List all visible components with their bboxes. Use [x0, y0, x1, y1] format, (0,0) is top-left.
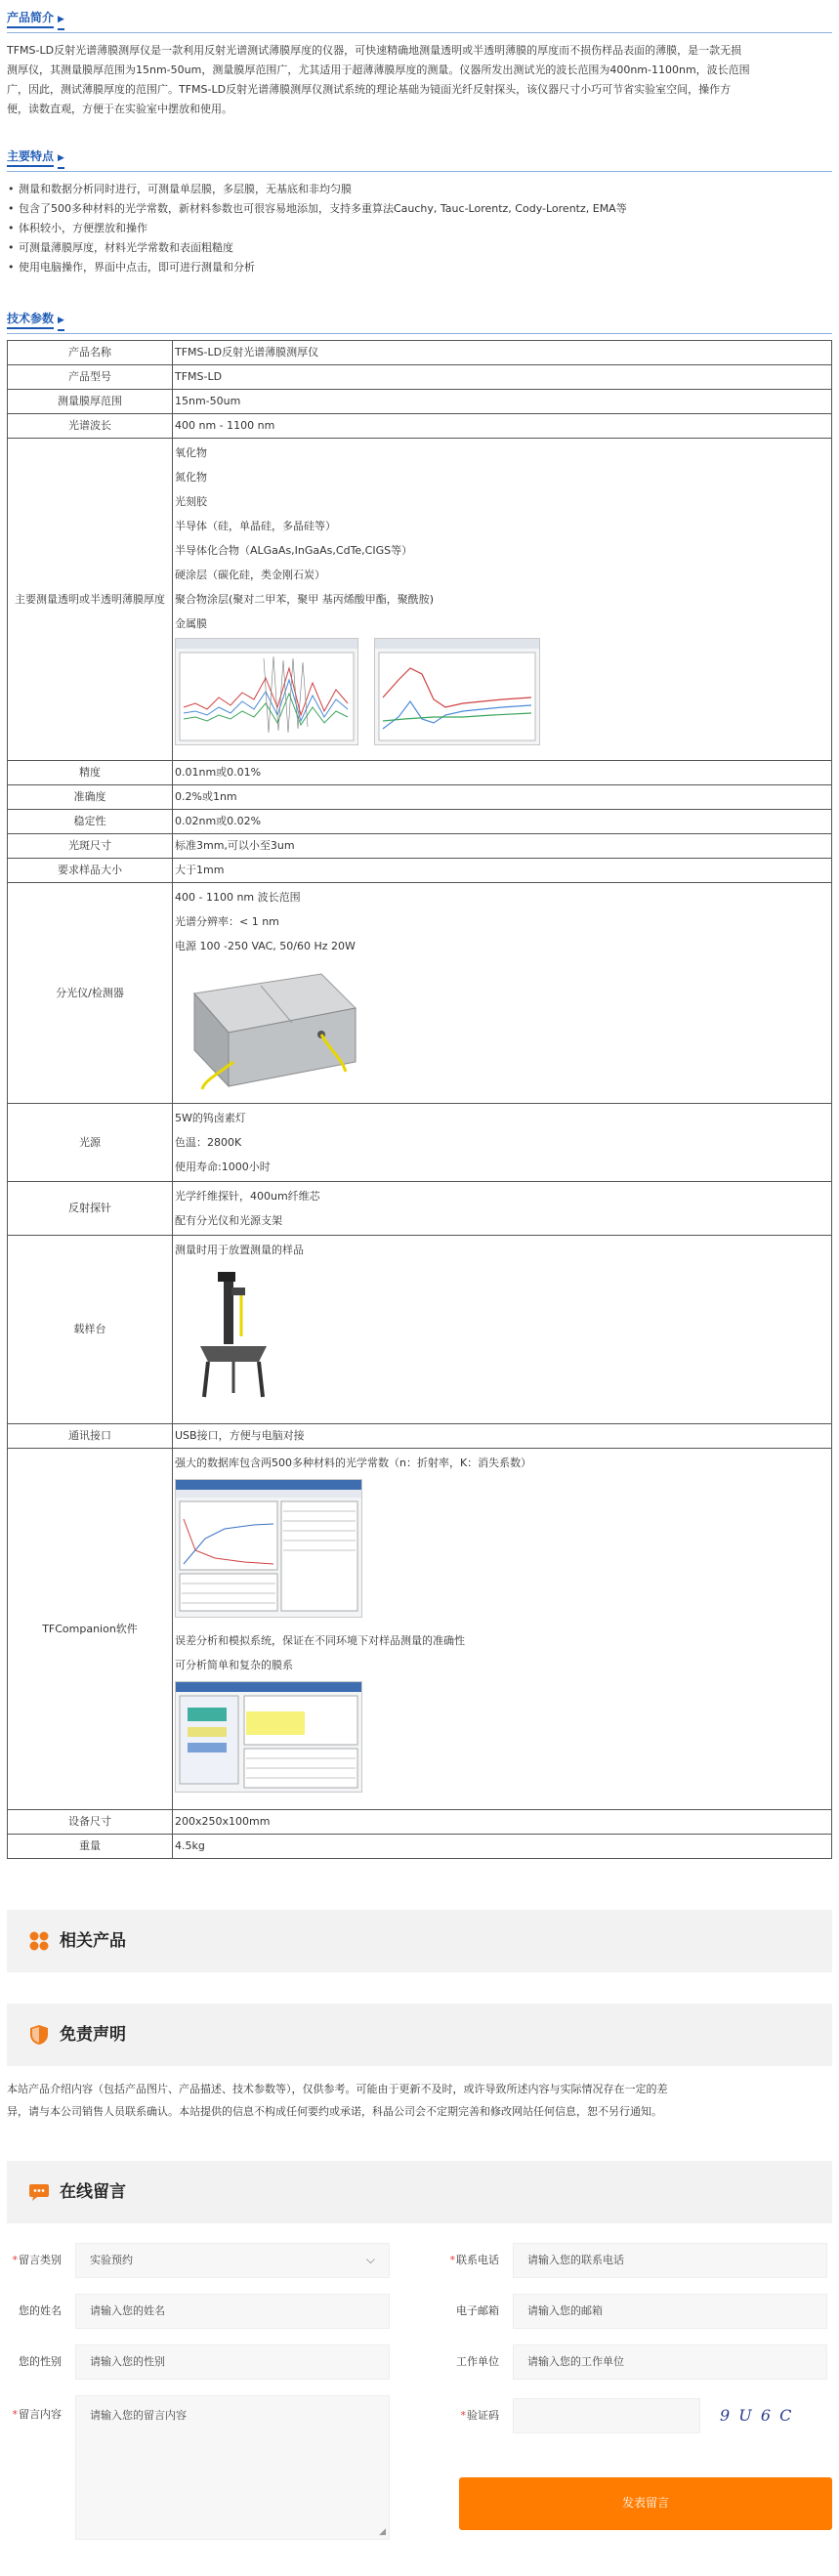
spec-value: 200x250x100mm — [173, 1810, 832, 1835]
disclaimer-line: 本站产品介绍内容（包括产品图片、产品描述、技术参数等），仅供参考。可能由于更新不及时，或许导致所述内容与实际情况存在一定的差 — [7, 2083, 668, 2095]
spec-value: USB接口，方便与电脑对接 — [173, 1424, 832, 1449]
spec-value: TFMS-LD — [173, 365, 832, 390]
spec-title: 技术参数 — [7, 312, 54, 329]
spec-key: 光谱波长 — [8, 414, 173, 439]
spectro-item: 电源 100 -250 VAC, 50/60 Hz 20W — [175, 940, 356, 953]
sample-stage-image — [194, 1268, 273, 1405]
table-row — [8, 390, 832, 414]
film-item: 金属膜 — [175, 617, 207, 631]
disclaimer-title: 免责声明 — [60, 2024, 126, 2045]
spec-value — [173, 1449, 832, 1810]
spectrometer-image — [175, 964, 360, 1091]
stage-desc: 测量时用于放置测量的样品 — [175, 1244, 304, 1257]
measurement-chart-image — [175, 638, 358, 745]
phone-row — [437, 2243, 827, 2278]
spec-table — [7, 340, 832, 1859]
spec-key: 产品名称 — [8, 341, 173, 365]
spec-value — [173, 1104, 832, 1182]
spec-value: TFMS-LD反射光谱薄膜测厚仪 — [173, 341, 832, 365]
category-value: 实验预约 — [90, 2254, 133, 2267]
spec-value — [173, 883, 832, 1104]
spec-key: 通讯接口 — [8, 1424, 173, 1449]
spec-key: TFCompanion软件 — [8, 1449, 173, 1810]
gender-input[interactable]: 请输入您的性别 — [75, 2344, 390, 2380]
disclaimer-text — [7, 2078, 832, 2123]
software-analysis-screenshot — [175, 1681, 362, 1793]
message-title: 在线留言 — [60, 2181, 126, 2202]
shield-icon — [28, 2024, 50, 2046]
spec-value: 大于1mm — [173, 859, 832, 883]
submit-button[interactable]: 发表留言 — [459, 2477, 832, 2530]
table-row — [8, 810, 832, 834]
company-row — [437, 2344, 827, 2380]
related-title: 相关产品 — [60, 1930, 126, 1951]
spec-value — [173, 1182, 832, 1236]
resize-handle-icon[interactable]: ◢ — [379, 2526, 386, 2537]
captcha-image[interactable]: 9 U 6 C — [720, 2406, 794, 2426]
light-item: 使用寿命:1000小时 — [175, 1161, 271, 1174]
features-list — [7, 180, 832, 277]
email-input[interactable]: 请输入您的邮箱 — [513, 2294, 827, 2329]
spec-key: 准确度 — [8, 785, 173, 810]
features-title: 主要特点 — [7, 149, 54, 167]
list-item: • 测量和数据分析同时进行，可测量单层膜，多层膜，无基底和非均匀膜 — [7, 180, 832, 199]
table-row — [8, 1449, 832, 1810]
gender-row — [7, 2344, 390, 2380]
category-row — [7, 2243, 390, 2278]
software-feature: 强大的数据库包含两500多种材料的光学常数（n：折射率，K：消失系数） — [175, 1457, 532, 1470]
list-item: • 可测量薄膜厚度，材料光学常数和表面粗糙度 — [7, 238, 832, 258]
content-textarea[interactable] — [75, 2395, 390, 2540]
film-item: 光刻胶 — [175, 495, 207, 509]
spec-value: 0.2%或1nm — [173, 785, 832, 810]
spec-key: 光源 — [8, 1104, 173, 1182]
company-input[interactable]: 请输入您的工作单位 — [513, 2344, 827, 2380]
table-row — [8, 1424, 832, 1449]
table-row — [8, 1236, 832, 1424]
film-item: 氧化物 — [175, 446, 207, 460]
email-label: 电子邮箱 — [456, 2304, 499, 2318]
spec-value: 400 nm - 1100 nm — [173, 414, 832, 439]
gender-label: 您的性别 — [19, 2355, 62, 2369]
category-select[interactable] — [75, 2243, 390, 2278]
triangle-right-icon: ▶ — [58, 152, 64, 169]
probe-item: 配有分光仪和光源支架 — [175, 1214, 282, 1228]
captcha-label: *验证码 — [460, 2409, 499, 2423]
spec-value: 0.01nm或0.01% — [173, 761, 832, 785]
film-item: 氮化物 — [175, 471, 207, 485]
grid-icon — [28, 1930, 50, 1952]
content-placeholder: 请输入您的留言内容 — [90, 2409, 187, 2422]
spectro-item: 光谱分辨率：< 1 nm — [175, 915, 279, 929]
name-row — [7, 2294, 390, 2329]
company-label: 工作单位 — [456, 2355, 499, 2369]
film-item: 半导体（硅，单晶硅，多晶硅等） — [175, 520, 336, 533]
phone-input[interactable]: 请输入您的联系电话 — [513, 2243, 827, 2278]
spec-key: 光斑尺寸 — [8, 834, 173, 859]
table-row — [8, 785, 832, 810]
table-row — [8, 761, 832, 785]
film-item: 聚合物涂层(聚对二甲苯，聚甲 基丙烯酸甲酯，聚酰胺) — [175, 593, 435, 607]
spec-key: 要求样品大小 — [8, 859, 173, 883]
captcha-input[interactable] — [513, 2398, 700, 2433]
spec-key: 载样台 — [8, 1236, 173, 1424]
content-row — [7, 2395, 390, 2540]
spectro-item: 400 - 1100 nm 波长范围 — [175, 891, 301, 905]
film-item: 半导体化合物（ALGaAs,InGaAs,CdTe,CIGS等） — [175, 544, 413, 558]
intro-section-heading — [7, 10, 832, 33]
table-row — [8, 1835, 832, 1859]
spec-key: 主要测量透明或半透明薄膜厚度 — [8, 439, 173, 761]
triangle-right-icon: ▶ — [58, 14, 64, 30]
spec-key: 重量 — [8, 1835, 173, 1859]
intro-line: TFMS-LD反射光谱薄膜测厚仪是一款利用反射光谱测试薄膜厚度的仪器，可快速精确地测量透明或半透明薄膜的厚度而不损伤样品表面的薄膜，是一款无损 — [7, 44, 742, 58]
disclaimer-line: 异，请与本公司销售人员联系确认。本站提供的信息不构成任何要约或承诺，科晶公司会不定期完善和修改网站任何信息，恕不另行通知。 — [7, 2105, 662, 2118]
spec-value: 0.02nm或0.02% — [173, 810, 832, 834]
table-row — [8, 1104, 832, 1182]
fit-result-chart-image — [374, 638, 540, 745]
light-item: 色温：2800K — [175, 1136, 242, 1150]
list-item: • 使用电脑操作，界面中点击，即可进行测量和分析 — [7, 258, 832, 277]
table-row — [8, 1810, 832, 1835]
disclaimer-header — [7, 2004, 832, 2066]
spec-key: 精度 — [8, 761, 173, 785]
intro-line: 广，因此，测试薄膜厚度的范围广。TFMS-LD反射光谱薄膜测厚仪测试系统的理论基础为镜面光纤反射探头，该仪器尺寸小巧可节省实验室空间，操作方 — [7, 83, 732, 97]
spec-key: 测量膜厚范围 — [8, 390, 173, 414]
triangle-right-icon: ▶ — [58, 315, 64, 331]
table-row — [8, 439, 832, 761]
software-feature: 可分析简单和复杂的膜系 — [175, 1658, 293, 1671]
spec-value — [173, 439, 832, 761]
intro-line: 测厚仪，其测量膜厚范围为15nm-50um，测量膜厚范围广，尤其适用于超薄薄膜厚度的测量。仪器所发出测试光的波长范围为400nm-1100nm，波长范围 — [7, 63, 750, 77]
spec-value: 15nm-50um — [173, 390, 832, 414]
table-row — [8, 414, 832, 439]
list-item: • 体积较小，方便摆放和操作 — [7, 219, 832, 238]
email-row — [437, 2294, 827, 2329]
chevron-down-icon: ⌵ — [365, 2253, 375, 2267]
list-item: • 包含了500多种材料的光学常数，新材料参数也可很容易地添加，支持多重算法Cauchy, Tauc-Lorentz, Cody-Lorentz, EMA等 — [7, 199, 832, 219]
spec-key: 反射探针 — [8, 1182, 173, 1236]
name-label: 您的姓名 — [19, 2304, 62, 2318]
table-row — [8, 341, 832, 365]
table-row — [8, 859, 832, 883]
related-products-header[interactable] — [7, 1910, 832, 1972]
message-header — [7, 2161, 832, 2223]
spec-key: 产品型号 — [8, 365, 173, 390]
spec-key: 稳定性 — [8, 810, 173, 834]
software-feature: 误差分析和模拟系统，保证在不同环境下对样品测量的准确性 — [175, 1633, 465, 1647]
probe-item: 光学纤维探针，400um纤维芯 — [175, 1190, 320, 1204]
film-item: 硬涂层（碳化硅，类金刚石炭） — [175, 569, 325, 582]
features-section-heading — [7, 148, 832, 172]
spec-section-heading — [7, 311, 832, 334]
table-row — [8, 365, 832, 390]
spec-value: 4.5kg — [173, 1835, 832, 1859]
chat-bubble-icon — [28, 2181, 50, 2203]
table-row — [8, 883, 832, 1104]
intro-line: 便，读数直观，方便于在实验室中摆放和使用。 — [7, 103, 232, 116]
category-label: *留言类别 — [12, 2254, 62, 2267]
spec-key: 分光仪/检测器 — [8, 883, 173, 1104]
name-input[interactable]: 请输入您的姓名 — [75, 2294, 390, 2329]
table-row — [8, 1182, 832, 1236]
intro-paragraph — [7, 41, 832, 119]
phone-label: *联系电话 — [449, 2254, 499, 2267]
captcha-row — [437, 2398, 793, 2433]
spec-value — [173, 1236, 832, 1424]
software-database-screenshot — [175, 1479, 362, 1618]
spec-key: 设备尺寸 — [8, 1810, 173, 1835]
content-label: *留言内容 — [12, 2408, 62, 2421]
intro-title: 产品简介 — [7, 11, 54, 28]
table-row — [8, 834, 832, 859]
spec-value: 标准3mm,可以小至3um — [173, 834, 832, 859]
light-item: 5W的钨卤素灯 — [175, 1112, 246, 1125]
